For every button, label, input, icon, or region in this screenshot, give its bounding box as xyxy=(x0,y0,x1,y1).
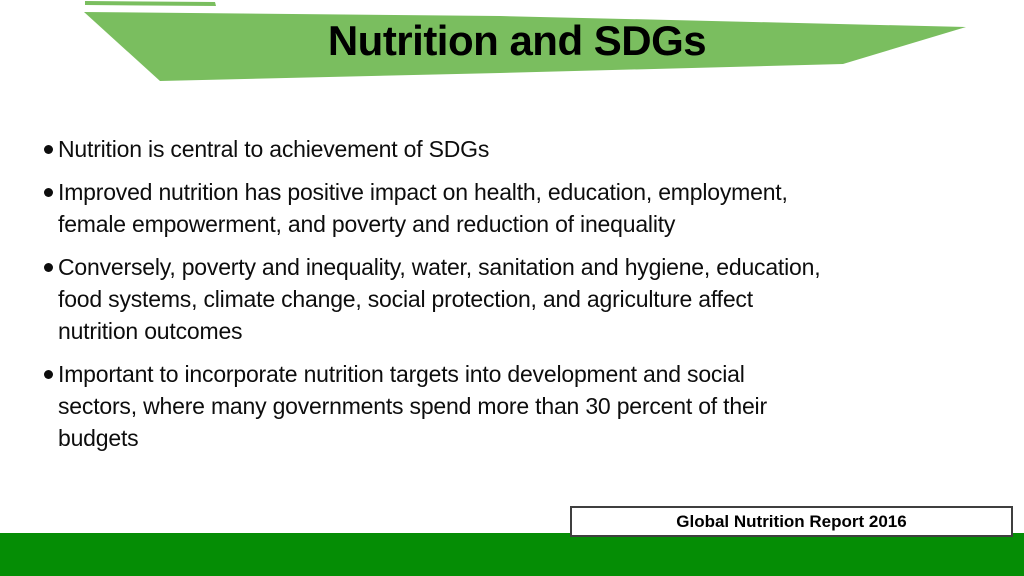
source-box xyxy=(570,506,1013,537)
bullet-line: Important to incorporate nutrition targets into development and social xyxy=(58,361,745,387)
bullet-item xyxy=(58,251,1008,347)
footer-bar xyxy=(0,533,1024,576)
bullet-dot xyxy=(44,145,53,154)
bullet-list xyxy=(58,133,1008,465)
banner-top-sliver xyxy=(85,1,216,6)
bullet-line: female empowerment, and poverty and reduction of inequality xyxy=(58,211,676,237)
bullet-dot xyxy=(44,188,53,197)
bullet-item xyxy=(58,358,1008,454)
slide-title: Nutrition and SDGs xyxy=(327,17,707,64)
bullet-line: Nutrition is central to achievement of SDGs xyxy=(58,136,490,162)
bullet-line: budgets xyxy=(58,425,139,451)
bullet-line: Conversely, poverty and inequality, water, sanitation and hygiene, education, xyxy=(58,254,821,280)
source-label: Global Nutrition Report 2016 xyxy=(676,511,907,531)
bullet-line: Improved nutrition has positive impact on health, education, employment, xyxy=(58,179,788,205)
bullet-line: food systems, climate change, social protection, and agriculture affect xyxy=(58,286,753,312)
bullet-dot xyxy=(44,370,53,379)
bullet-item xyxy=(58,133,1008,165)
bullet-item xyxy=(58,176,1008,240)
bullet-dot xyxy=(44,263,53,272)
bullet-line: nutrition outcomes xyxy=(58,318,243,344)
bullet-line: sectors, where many governments spend more than 30 percent of their xyxy=(58,393,767,419)
